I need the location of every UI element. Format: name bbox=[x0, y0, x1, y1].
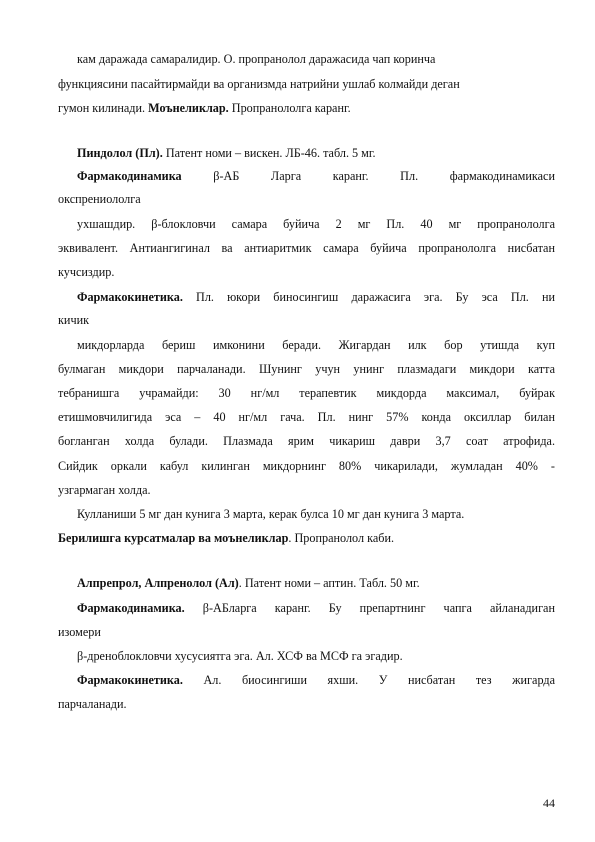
text-line: β-дреноблокловчи хусусиятга эга. Ал. ХСФ ва МСФ га эгадир. bbox=[77, 649, 403, 663]
text-line: тебранишга учрамайди: 30 нг/мл терапевтик микдорда максимал, буйрак bbox=[58, 386, 555, 400]
page-number: 44 bbox=[543, 796, 555, 810]
text-line: кам даражада самаралидир. О. пропранолол даражасида чап коринча bbox=[77, 52, 436, 66]
text-line: функциясини пасайтирмайди ва организмда натрийни ушлаб колмайди деган bbox=[58, 77, 460, 91]
text-line: богланган холда булади. Плазмада ярим чикариш даври 3,7 соат атрофида. bbox=[58, 434, 555, 448]
text-line: изомери bbox=[58, 625, 101, 639]
text-line: парчаланади. bbox=[58, 697, 127, 711]
text-line: Кулланиши 5 мг дан кунига 3 марта, керак булса 10 мг дан кунига 3 марта. bbox=[77, 507, 465, 521]
text-line: ухшашдир. β-блокловчи самара буйича 2 мг Пл. 40 мг пропранололга bbox=[77, 217, 555, 231]
text-line: Фармакодинамика β-АБ Ларга каранг. Пл. фармакодинамикаси bbox=[77, 169, 555, 183]
text-line: Берилишга курсатмалар ва моънеликлар. Пропранолол каби. bbox=[58, 531, 395, 545]
text-line: етишмовчилигида эса – 40 нг/мл гача. Пл. нинг 57% конда оксиллар билан bbox=[58, 410, 555, 424]
text-line: Фармакокинетика. Ал. биосингиши яхши. У нисбатан тез жигарда bbox=[77, 673, 555, 687]
text-line: микдорларда бериш имконини беради. Жигардан илк бор утишда куп bbox=[77, 338, 555, 352]
text-line: эквивалент. Антиангигинал ва антиаритмик самара буйича пропранололга нисбатан bbox=[58, 241, 555, 255]
text-line: Фармакокинетика. Пл. юкори биносингиш даражасига эга. Бу эса Пл. ни bbox=[77, 290, 555, 304]
text-line: гумон килинади. Моънеликлар. Пропранололга каранг. bbox=[58, 101, 351, 115]
text-line: окспрениололга bbox=[58, 192, 141, 206]
text-line: кучсиздир. bbox=[58, 265, 115, 279]
section-heading-pindolol: Пиндолол (Пл). Патент номи – вискен. ЛБ-46. табл. 5 мг. bbox=[77, 146, 376, 160]
text-line: кичик bbox=[58, 313, 90, 327]
section-heading-alprenolol: Алпрепрол, Алпренолол (Ал). Патент номи – аптин. Табл. 50 мг. bbox=[77, 576, 420, 590]
text-line: булмаган микдори парчаланади. Шунинг учун унинг плазмадаги микдори катта bbox=[58, 362, 555, 376]
text-line: Фармакодинамика. β-АБларга каранг. Бу препартнинг чапга айланадиган bbox=[77, 601, 555, 615]
text-line: Сийдик оркали кабул килинган микдорнинг 80% чикарилади, жумладан 40% - bbox=[58, 459, 555, 473]
text-line: узгармаган холда. bbox=[58, 483, 151, 497]
